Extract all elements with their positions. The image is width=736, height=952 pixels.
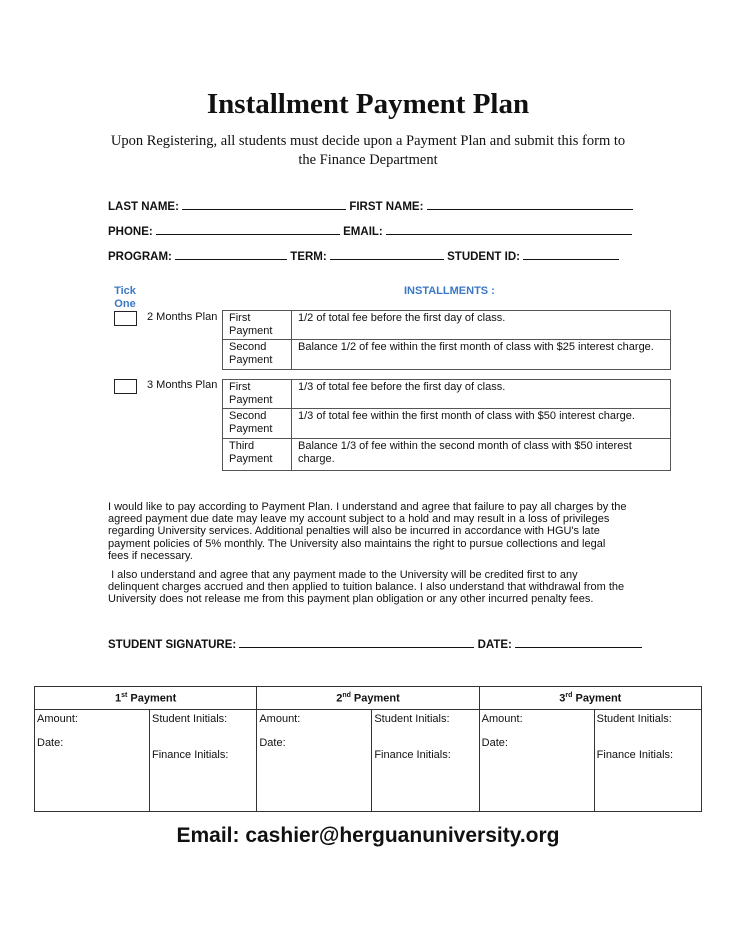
header-number: 2 [336, 692, 343, 705]
amount-date-cell[interactable] [257, 710, 372, 812]
signature-field[interactable] [239, 636, 474, 648]
email-label: EMAIL: [343, 226, 383, 238]
initials-cell[interactable] [594, 710, 701, 812]
installments-header: INSTALLMENTS : [404, 285, 495, 297]
instructions-line-2: the Finance Department [298, 152, 438, 168]
agreement-paragraph-2: I also understand and agree that any payment made to the University will be credited first to any delinquent charges accrued and then applied to tuition balance. I also understand that withdrawal from the University does not release me from this payment plan obligation or any other incurred penalty fees. [108, 569, 628, 606]
email-field[interactable] [386, 223, 632, 235]
student-initials-label: Student Initials: [152, 713, 228, 725]
description-cell: 1/3 of total fee within the first month of class with $50 interest charge. [292, 409, 671, 439]
table-row [223, 439, 671, 471]
two-month-plan-checkbox[interactable] [114, 311, 137, 326]
header-number: 3 [559, 692, 566, 705]
header-ordinal: st [121, 691, 128, 699]
finance-initials-label: Finance Initials: [374, 749, 451, 761]
payment-cell: First Payment [223, 311, 292, 340]
two-month-plan-table [222, 310, 671, 370]
payment-cell: Second Payment [223, 340, 292, 370]
payment-cell: Second Payment [223, 409, 292, 439]
table-row [223, 340, 671, 370]
instructions [100, 132, 636, 170]
amount-date-cell[interactable] [35, 710, 150, 812]
student-initials-label: Student Initials: [596, 713, 672, 725]
first-name-label: FIRST NAME: [349, 201, 424, 213]
description-cell: 1/2 of total fee before the first day of class. [292, 311, 671, 340]
three-month-plan-checkbox[interactable] [114, 379, 137, 394]
program-field[interactable] [175, 248, 287, 260]
page-title: Installment Payment Plan [206, 88, 530, 120]
agreement-paragraph-1: I would like to pay according to Payment Plan. I understand and agree that failure to pay all charges by the agreed payment due date may leave my account subject to a hold and may result in a loss of privileges regarding University services. Additional penalties will also be incurred in accordance with HGU's late payment policies of 5% monthly. The University also maintains the right to pursue collections and legal fees if necessary. [108, 501, 627, 562]
program-label: PROGRAM: [108, 251, 172, 263]
amount-label: Amount: [37, 713, 78, 725]
header-ordinal: rd [565, 691, 573, 699]
last-name-label: LAST NAME: [108, 201, 179, 213]
initials-cell[interactable] [150, 710, 257, 812]
amount-label: Amount: [481, 713, 523, 725]
payments-record-table [34, 686, 702, 812]
date-label: Date: [481, 737, 508, 749]
term-label: TERM: [290, 251, 327, 263]
third-payment-header [479, 687, 701, 710]
date-label: DATE: [477, 639, 512, 651]
three-month-plan-label: 3 Months Plan [147, 379, 218, 391]
date-label: Date: [37, 737, 64, 749]
description-cell: Balance 1/2 of fee within the first month of class with $25 interest charge. [292, 340, 671, 370]
table-row [35, 687, 702, 710]
header-label: Payment [127, 692, 177, 705]
signature-row [108, 636, 642, 651]
phone-label: PHONE: [108, 226, 153, 238]
amount-label: Amount: [259, 713, 301, 725]
instructions-line-1: Upon Registering, all students must decide upon a Payment Plan and submit this form to [110, 133, 626, 149]
first-payment-header [35, 687, 257, 710]
payment-cell: Third Payment [223, 439, 292, 471]
payment-cell: First Payment [223, 380, 292, 409]
table-row [35, 710, 702, 812]
initials-cell[interactable] [372, 710, 479, 812]
three-month-plan-table [222, 379, 671, 471]
table-row [223, 380, 671, 409]
tick-header-line-1: Tick [114, 285, 136, 297]
first-name-field[interactable] [427, 198, 633, 210]
student-id-label: STUDENT ID: [447, 251, 520, 263]
date-field[interactable] [515, 636, 642, 648]
amount-date-cell[interactable] [479, 710, 594, 812]
description-cell: 1/3 of total fee before the first day of class. [292, 380, 671, 409]
table-row [223, 409, 671, 439]
description-cell: Balance 1/3 of fee within the second month of class with $50 interest charge. [292, 439, 671, 471]
tick-one-header [112, 285, 138, 311]
program-row [108, 248, 619, 263]
last-name-field[interactable] [182, 198, 346, 210]
phone-row [108, 223, 632, 238]
header-label: Payment [572, 692, 622, 705]
two-month-plan-label: 2 Months Plan [147, 311, 218, 323]
tick-header-line-2: One [114, 298, 136, 310]
table-row [223, 311, 671, 340]
header-ordinal: nd [342, 691, 351, 699]
last-name-row [108, 198, 633, 213]
date-label: Date: [259, 737, 286, 749]
footer-email: Email: cashier@herguanuniversity.org [176, 824, 560, 847]
finance-initials-label: Finance Initials: [596, 749, 674, 761]
term-field[interactable] [330, 248, 444, 260]
finance-initials-label: Finance Initials: [152, 749, 229, 761]
student-initials-label: Student Initials: [374, 713, 450, 725]
header-label: Payment [350, 692, 400, 705]
header-number: 1 [115, 692, 122, 705]
phone-field[interactable] [156, 223, 340, 235]
second-payment-header [257, 687, 479, 710]
signature-label: STUDENT SIGNATURE: [108, 639, 237, 651]
student-id-field[interactable] [523, 248, 619, 260]
